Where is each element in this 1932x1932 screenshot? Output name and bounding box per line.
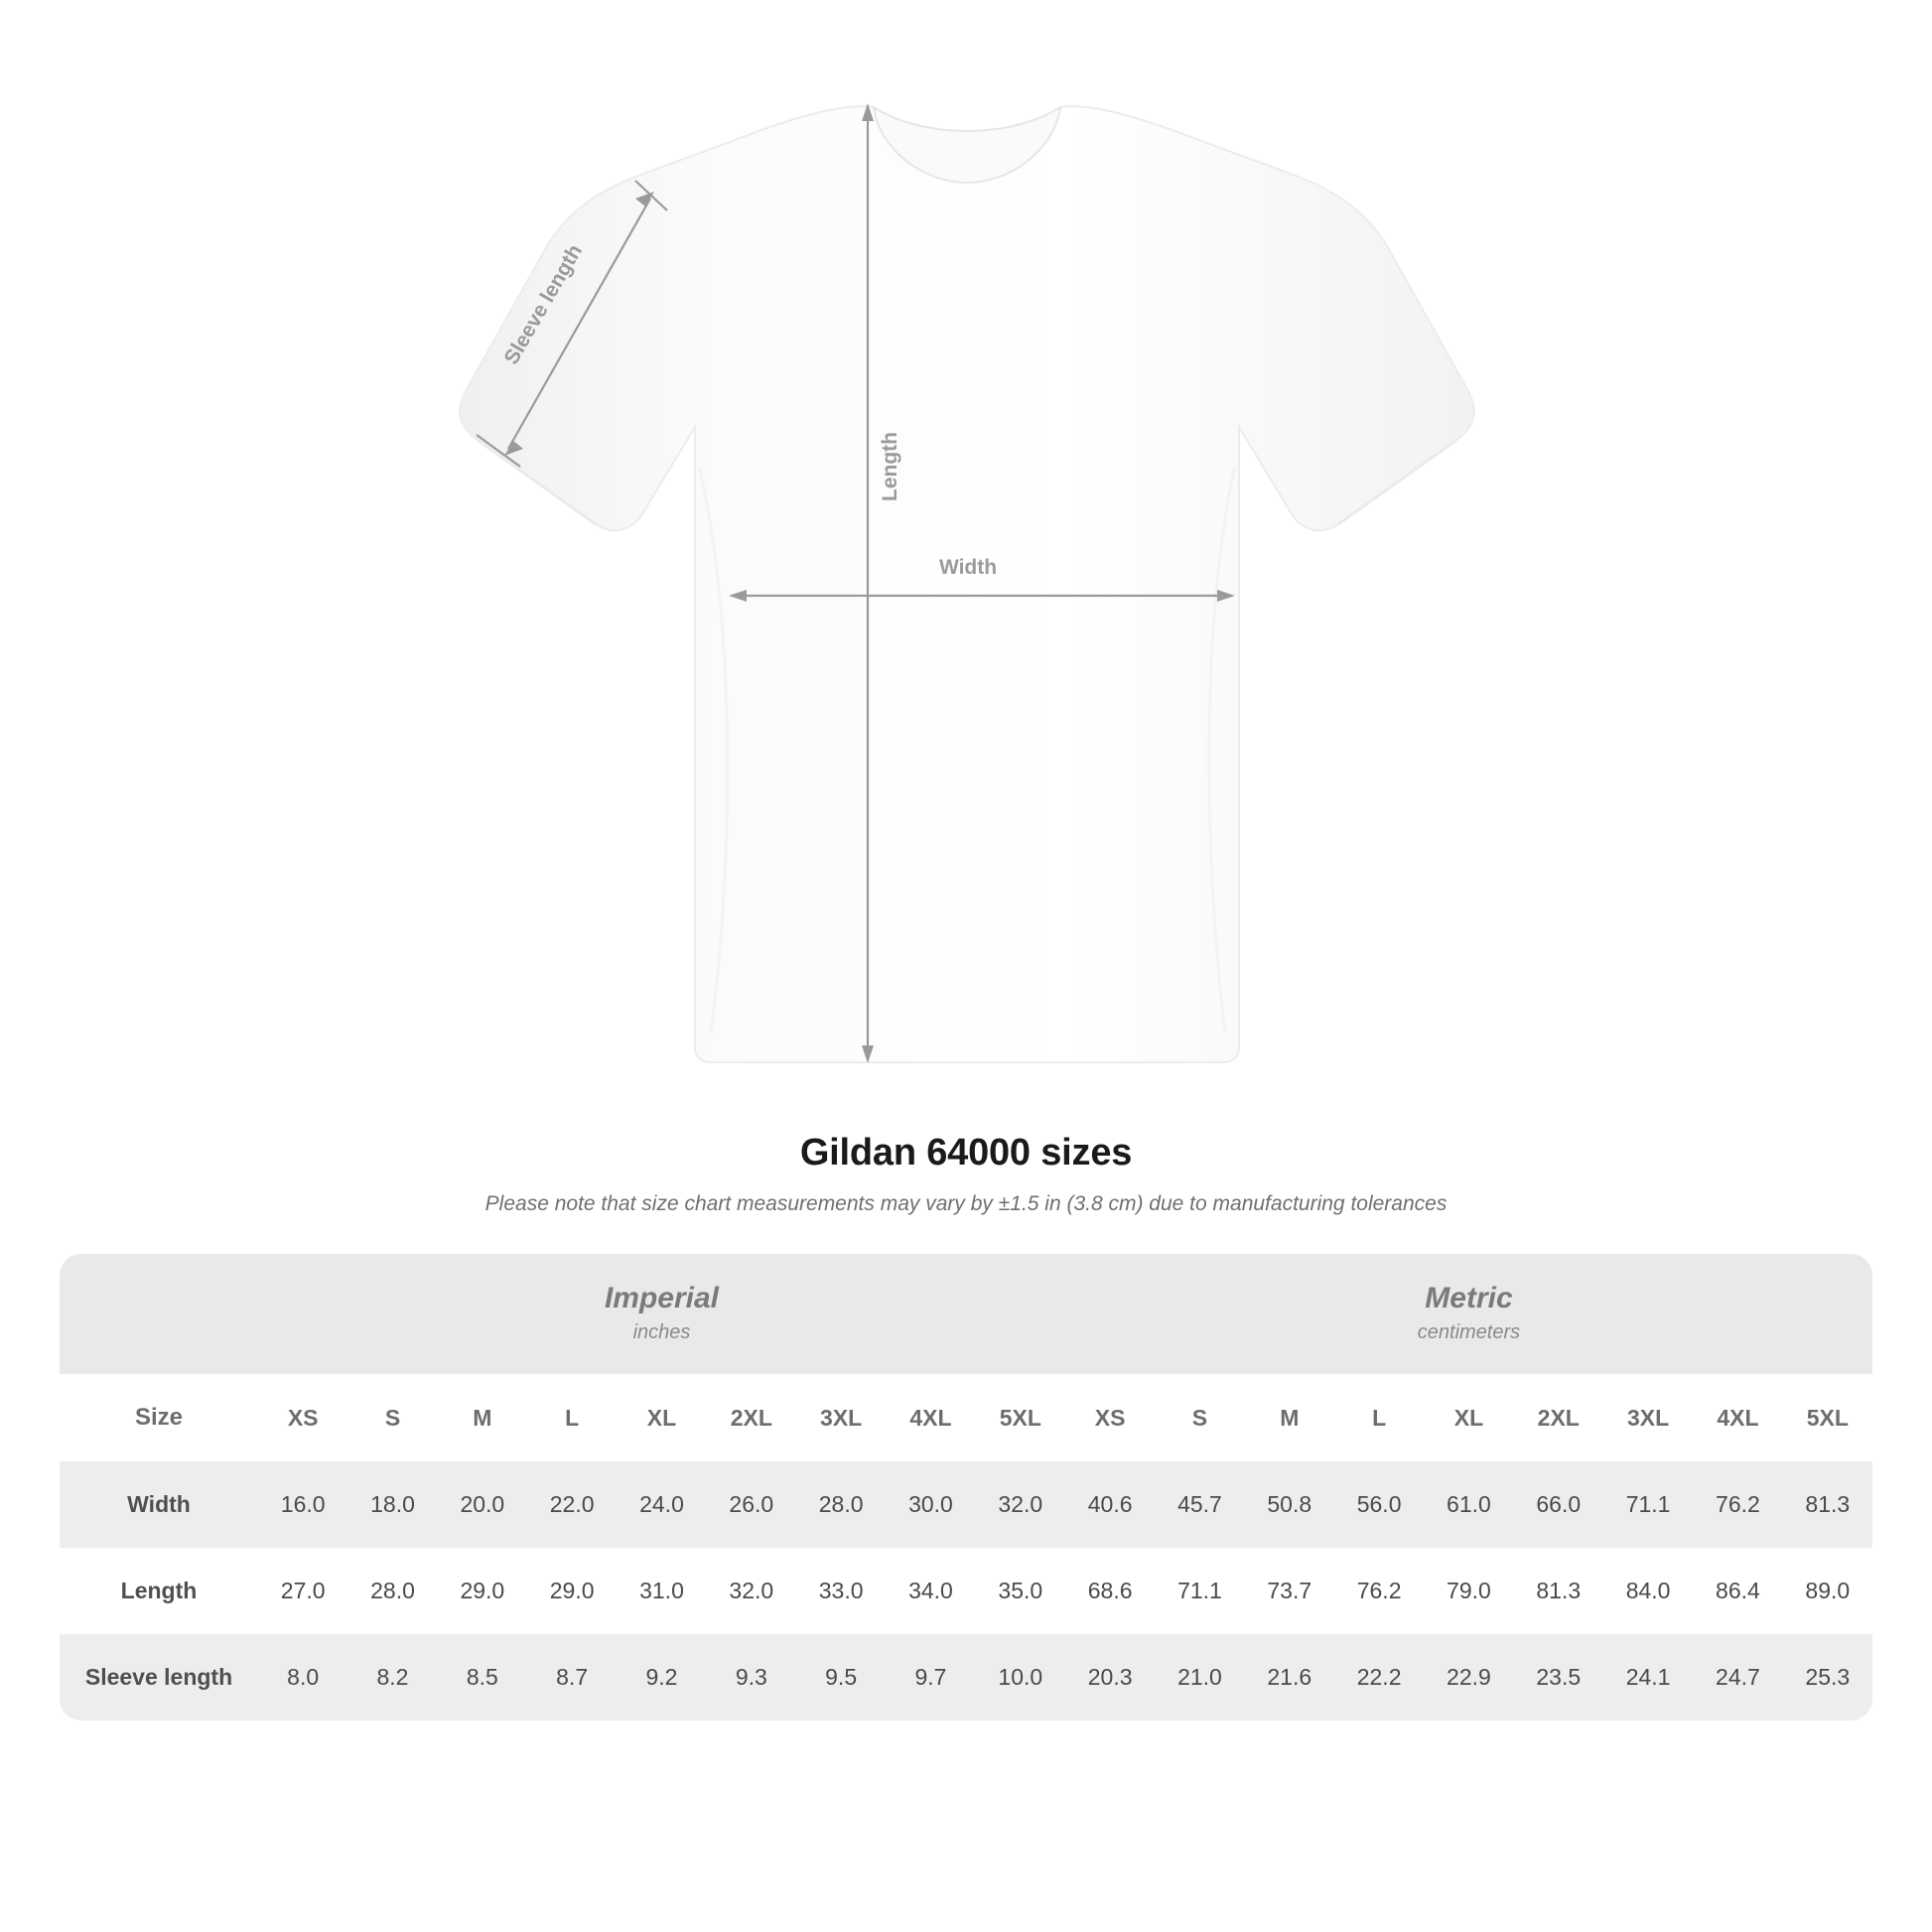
cell: 76.2 <box>1693 1461 1782 1548</box>
cell: 81.3 <box>1783 1461 1872 1548</box>
col-header: XS <box>258 1374 347 1461</box>
col-header: M <box>438 1374 527 1461</box>
row-label-length: Length <box>60 1548 258 1634</box>
cell: 71.1 <box>1155 1548 1244 1634</box>
cell: 20.0 <box>438 1461 527 1548</box>
size-table-wrapper <box>60 1254 1872 1721</box>
cell: 18.0 <box>347 1461 437 1548</box>
cell: 35.0 <box>976 1548 1065 1634</box>
cell: 68.6 <box>1065 1548 1155 1634</box>
cell: 32.0 <box>976 1461 1065 1548</box>
cell: 24.1 <box>1603 1634 1693 1721</box>
cell: 9.7 <box>886 1634 975 1721</box>
cell: 71.1 <box>1603 1461 1693 1548</box>
length-label: Length <box>879 432 901 501</box>
unit-header-row <box>60 1254 1872 1374</box>
col-header: S <box>1155 1374 1244 1461</box>
cell: 86.4 <box>1693 1548 1782 1634</box>
width-label: Width <box>938 556 998 579</box>
cell: 16.0 <box>258 1461 347 1548</box>
cell: 9.3 <box>707 1634 796 1721</box>
cell: 22.9 <box>1424 1634 1513 1721</box>
unit-imperial-cell <box>258 1254 1065 1374</box>
cell: 20.3 <box>1065 1634 1155 1721</box>
cell: 73.7 <box>1245 1548 1334 1634</box>
cell: 8.5 <box>438 1634 527 1721</box>
unit-corner-cell <box>60 1254 258 1374</box>
cell: 21.0 <box>1155 1634 1244 1721</box>
shirt-shape <box>460 106 1474 1062</box>
unit-metric-name: Metric <box>1425 1282 1513 1314</box>
cell: 34.0 <box>886 1548 975 1634</box>
table-row <box>60 1461 1872 1548</box>
col-header: 4XL <box>1693 1374 1782 1461</box>
col-header: 2XL <box>1514 1374 1603 1461</box>
cell: 24.7 <box>1693 1634 1782 1721</box>
cell: 89.0 <box>1783 1548 1872 1634</box>
table-row <box>60 1548 1872 1634</box>
col-header: L <box>527 1374 617 1461</box>
cell: 9.2 <box>617 1634 706 1721</box>
row-label-sleeve-length: Sleeve length <box>60 1634 258 1721</box>
chart-note: Please note that size chart measurements may vary by ±1.5 in (3.8 cm) due to manufacturing tolerances <box>484 1192 1448 1215</box>
cell: 25.3 <box>1783 1634 1872 1721</box>
unit-metric-cell <box>1065 1254 1872 1374</box>
cell: 8.0 <box>258 1634 347 1721</box>
col-header: XL <box>617 1374 706 1461</box>
unit-imperial-sub: inches <box>632 1321 691 1343</box>
size-table <box>60 1254 1872 1721</box>
title-block <box>0 1132 1932 1216</box>
cell: 27.0 <box>258 1548 347 1634</box>
cell: 61.0 <box>1424 1461 1513 1548</box>
cell: 79.0 <box>1424 1548 1513 1634</box>
cell: 66.0 <box>1514 1461 1603 1548</box>
cell: 56.0 <box>1334 1461 1424 1548</box>
cell: 22.0 <box>527 1461 617 1548</box>
cell: 10.0 <box>976 1634 1065 1721</box>
cell: 28.0 <box>796 1461 886 1548</box>
col-header: M <box>1245 1374 1334 1461</box>
cell: 50.8 <box>1245 1461 1334 1548</box>
cell: 23.5 <box>1514 1634 1603 1721</box>
cell: 30.0 <box>886 1461 975 1548</box>
col-header: L <box>1334 1374 1424 1461</box>
size-header-cell: Size <box>60 1374 258 1461</box>
cell: 45.7 <box>1155 1461 1244 1548</box>
col-header: 2XL <box>707 1374 796 1461</box>
col-header: S <box>347 1374 437 1461</box>
col-header: 5XL <box>1783 1374 1872 1461</box>
col-header: 3XL <box>1603 1374 1693 1461</box>
cell: 29.0 <box>438 1548 527 1634</box>
col-header: 5XL <box>976 1374 1065 1461</box>
cell: 29.0 <box>527 1548 617 1634</box>
cell: 22.2 <box>1334 1634 1424 1721</box>
cell: 26.0 <box>707 1461 796 1548</box>
cell: 24.0 <box>617 1461 706 1548</box>
sleeve-length-label: Sleeve length <box>499 240 588 369</box>
cell: 8.2 <box>347 1634 437 1721</box>
unit-metric-sub: centimeters <box>1417 1321 1521 1343</box>
cell: 21.6 <box>1245 1634 1334 1721</box>
cell: 76.2 <box>1334 1548 1424 1634</box>
table-row <box>60 1634 1872 1721</box>
col-header: XS <box>1065 1374 1155 1461</box>
cell: 84.0 <box>1603 1548 1693 1634</box>
chart-title: Gildan 64000 sizes <box>799 1132 1133 1173</box>
col-header: 3XL <box>796 1374 886 1461</box>
row-label-width: Width <box>60 1461 258 1548</box>
column-header-row <box>60 1374 1872 1461</box>
col-header: 4XL <box>886 1374 975 1461</box>
cell: 81.3 <box>1514 1548 1603 1634</box>
unit-imperial-name: Imperial <box>604 1282 719 1314</box>
cell: 8.7 <box>527 1634 617 1721</box>
cell: 33.0 <box>796 1548 886 1634</box>
cell: 31.0 <box>617 1548 706 1634</box>
cell: 40.6 <box>1065 1461 1155 1548</box>
cell: 9.5 <box>796 1634 886 1721</box>
cell: 32.0 <box>707 1548 796 1634</box>
cell: 28.0 <box>347 1548 437 1634</box>
col-header: XL <box>1424 1374 1513 1461</box>
